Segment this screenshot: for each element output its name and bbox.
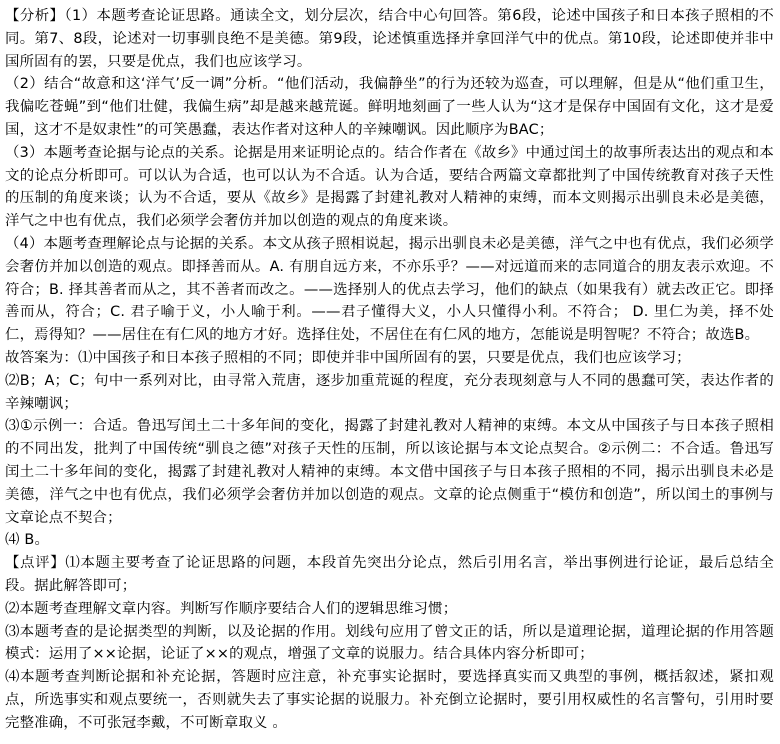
analysis-part-3: （3）本题考查论据与论点的关系。论据是用来证明论点的。结合作者在《故乡》中通过闰土的故事所表达出的观点和本文的论点分析即可。可以认为合适，也可以认为不合适。认为合适，要结合两篇文章都批判了中国传统教育对孩子天性的压制的角度来谈；认为不合适，要从《故乡》是揭露了封建礼教对人精神的束缚，而本文则揭示出驯良未必是美德，洋气之中也有优点，我们必须学会奢仿并加以创造的观点的角度来谈。 [5,144,774,230]
analysis-part-4: （4）本题考查理解论点与论据的关系。本文从孩子照相说起，揭示出驯良未必是美德，洋气之中也有优点，我们必须学会奢仿并加以创造的观点。即择善而从。A. 有朋自远方来，不亦乐乎？——对远道而来的志同道合的朋友表示欢迎。不符合；B. 择其善者而从之，其不善者而改之。——选择别人的优点去学习，他们的缺点（如果我有）就去改正它。即择善而从，符合；C. 君子喻于义，小人喻于利。——君子懂得大义，小人只懂得小利。不符合； D. 里仁为美，择不处仁，焉得知？——居住在有仁风的地方才好。选择住处，不居住在有仁风的地方，怎能说是明智呢？不符合；故选B。 [5,235,774,344]
comment-part-2: ⑵本题考查理解文章内容。判断写作顺序要结合人们的逻辑思维习惯； [5,600,458,617]
answer-part-4: ⑷ B。 [5,532,50,549]
answer-part-2: ⑵B；A；C；句中一系列对比，由寻常入荒唐，逐步加重荒诞的程度，充分表现刻意与人不同的愚蠢可笑，表达作者的辛辣嘲讽； [5,372,774,412]
analysis-part-1: 【分析】（1）本题考查论证思路。通读全文，划分层次，结合中心句回答。第6段，论述中国孩子和日本孩子照相的不同。第7、8段，论述对一切事驯良绝不是美德。第9段，论述慎重选择并拿回洋气中的优点。第10段，论述即使并非中国所固有的罢，只要是优点，我们也应该学习。 [5,8,774,70]
comment-part-4: ⑷本题考查判断论据和补充论据，答题时应注意，补充事实论据时，要选择真实而又典型的事例，概括叙述，紧扣观点，所选事实和观点要统一，否则就失去了事实论据的说服力。补充倒立论据时，要引用权威性的名言警句，引用时要完整准确，不可张冠李戴，不可断章取义 。 [5,669,774,731]
comment-part-3: ⑶本题考查的是论据类型的判断，以及论据的作用。划线句应用了曾文正的话，所以是道理论据，道理论据的作用答题模式：运用了××论据，论证了××的观点，增强了文章的说服力。结合具体内容分析即可； [5,623,774,663]
answer-part-3: ⑶①示例一：合适。鲁迅写闰土二十多年间的变化，揭露了封建礼教对人精神的束缚。本文从中国孩子与日本孩子照相的不同出发，批判了中国传统“驯良之德”对孩子天性的压制，所以该论据与本文论点契合。②示例二：不合适。鲁迅写闰土二十多年间的变化，揭露了封建礼教对人精神的束缚。本文借中国孩子与日本孩子照相的不同，揭示出驯良未必是美德，洋气之中也有优点，我们必须学会奢仿并加以创造的观点。文章的论点侧重于“模仿和创造”，所以闰土的事例与文章论点不契合； [5,418,774,526]
analysis-part-2: （2）结合“故意和这‘洋气’反一调”分析。“他们活动，我偏静坐”的行为还较为巡查，可以理解，但是从“他们重卫生，我偏吃苍蝇”到“他们壮健，我偏生病”却是越来越荒诞。鲜明地刻画了一些人认为“这才是保存中国固有文化，这才是爱国，这才不是奴隶性”的可笑愚蠢，表达作者对这种人的辛辣嘲讽。因此顺序为BAC； [5,76,774,138]
answer-part-1: 故答案为：⑴中国孩子和日本孩子照相的不同；即使并非中国所固有的罢，只要是优点，我们也应该学习； [5,349,691,366]
comment-part-1: 【点评】⑴本题主要考查了论证思路的问题，本段首先突出分论点，然后引用名言，举出事例进行论证，最后总结全段。据此解答即可； [5,555,774,594]
